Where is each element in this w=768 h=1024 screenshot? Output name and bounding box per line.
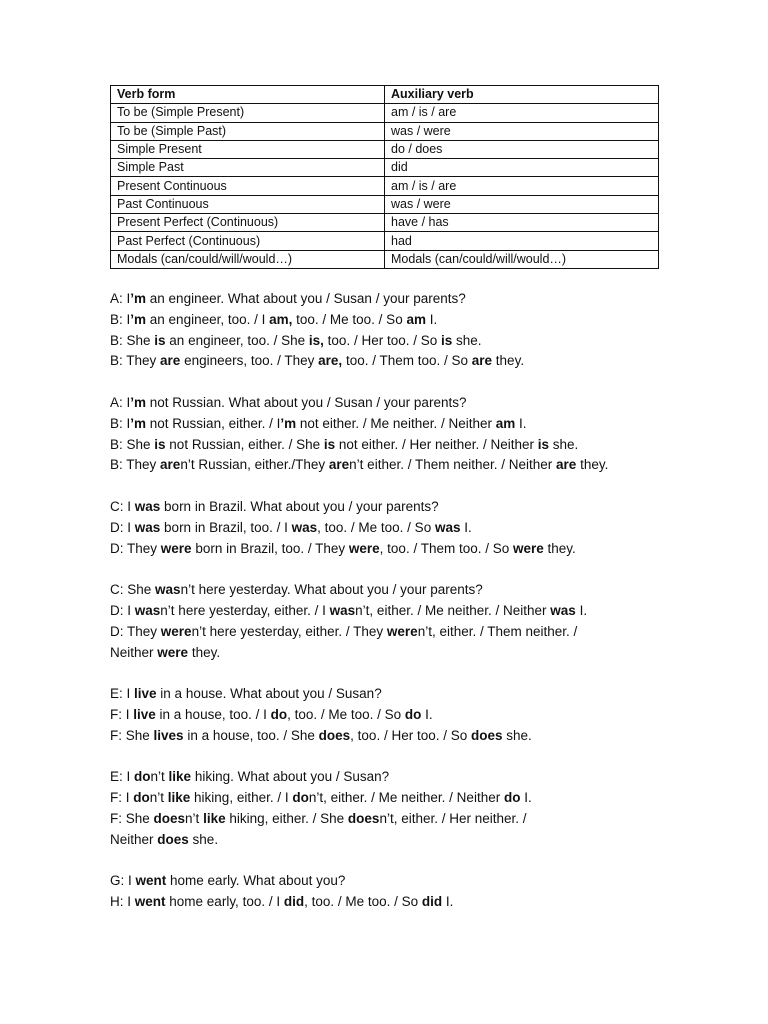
table-row bbox=[111, 232, 659, 250]
auxiliary-highlight: do bbox=[270, 706, 288, 722]
dialogue-line bbox=[110, 331, 670, 352]
dialogue-text: Neither bbox=[110, 644, 158, 660]
auxiliary-highlight: live bbox=[134, 686, 157, 702]
dialogue-text: A: I bbox=[110, 394, 131, 410]
auxiliary-highlight: was bbox=[134, 498, 161, 514]
auxiliary-highlight: ’m bbox=[130, 415, 147, 431]
verb-form-cell: Simple Past bbox=[111, 159, 385, 177]
verb-form-cell: Past Perfect (Continuous) bbox=[111, 232, 385, 250]
auxiliary-verb-cell: am / is / are bbox=[385, 104, 659, 122]
auxiliary-highlight: are bbox=[160, 353, 181, 369]
dialogue-line bbox=[110, 580, 670, 601]
dialogue-text: they. bbox=[576, 457, 609, 473]
dialogue-text: not either. / Me neither. / Neither bbox=[296, 415, 496, 431]
dialogue-text: hiking, either. / I bbox=[190, 790, 293, 806]
dialogue-text: in a house, too. / She bbox=[183, 727, 319, 743]
dialogue-text: too. / Me too. / So bbox=[292, 311, 407, 327]
dialogue-text: G: I bbox=[110, 873, 136, 889]
auxiliary-verb-cell: was / were bbox=[385, 195, 659, 213]
dialogue-text: F: She bbox=[110, 810, 154, 826]
auxiliary-highlight: like bbox=[167, 790, 191, 806]
dialogue-text: , too. / Them too. / So bbox=[379, 540, 513, 556]
dialogue-text: born in Brazil. What about you / your parents? bbox=[160, 498, 439, 514]
dialogue-text: , too. / Me too. / So bbox=[287, 706, 405, 722]
dialogue-text: Neither bbox=[110, 831, 158, 847]
verb-form-cell: Modals (can/could/will/would…) bbox=[111, 250, 385, 268]
auxiliary-highlight: lives bbox=[153, 727, 184, 743]
dialogue-text: an engineer. What about you / Susan / your parents? bbox=[146, 291, 466, 306]
dialogue-text: home early. What about you? bbox=[166, 873, 346, 889]
dialogue-text: n’t either. / Them neither. / Neither bbox=[349, 457, 557, 473]
table-header bbox=[111, 86, 659, 104]
dialogue-block bbox=[110, 497, 670, 559]
auxiliary-highlight: is bbox=[154, 332, 166, 348]
dialogue-text: B: She bbox=[110, 436, 155, 452]
auxiliary-highlight: do bbox=[503, 790, 521, 806]
dialogue-text: n’t here yesterday, either. / They bbox=[191, 623, 387, 639]
dialogue-text: F: I bbox=[110, 706, 134, 722]
dialogue-text: home early, too. / I bbox=[165, 894, 284, 910]
auxiliary-highlight: does bbox=[153, 810, 186, 826]
dialogue-line bbox=[110, 871, 670, 892]
table-row bbox=[111, 250, 659, 268]
auxiliary-highlight: do bbox=[404, 706, 422, 722]
auxiliary-highlight: am, bbox=[269, 311, 293, 327]
dialogue-block bbox=[110, 289, 670, 372]
table-body bbox=[111, 104, 659, 269]
dialogue-text: too. / Her too. / So bbox=[323, 332, 441, 348]
dialogue-text: hiking. What about you / Susan? bbox=[191, 769, 390, 785]
dialogue-text: not Russian, either. / I bbox=[146, 415, 281, 431]
dialogue-text: n’t, either. / Them neither. / bbox=[417, 623, 578, 639]
dialogue-text: n’t, either. / Me neither. / Neither bbox=[355, 602, 551, 618]
auxiliary-highlight: ’m bbox=[280, 415, 297, 431]
auxiliary-highlight: is bbox=[440, 332, 453, 348]
dialogue-text: born in Brazil, too. / They bbox=[191, 540, 349, 556]
dialogue-line bbox=[110, 643, 670, 664]
dialogue-text: I. bbox=[460, 519, 472, 535]
auxiliary-verb-table bbox=[110, 85, 659, 269]
dialogue-text: , too. / Her too. / So bbox=[350, 727, 471, 743]
dialogue-text: they. bbox=[188, 644, 221, 660]
dialogue-line bbox=[110, 351, 670, 372]
dialogue-text: an engineer, too. / She bbox=[165, 332, 309, 348]
auxiliary-highlight: went bbox=[135, 873, 167, 889]
dialogue-text: she. bbox=[188, 831, 219, 847]
dialogue-line bbox=[110, 767, 670, 788]
auxiliary-highlight: was bbox=[155, 582, 181, 598]
header-auxiliary-verb: Auxiliary verb bbox=[385, 86, 659, 104]
dialogue-text: , too. / Me too. / So bbox=[304, 894, 422, 910]
dialogue-line bbox=[110, 830, 670, 851]
table-row bbox=[111, 195, 659, 213]
auxiliary-verb-cell: had bbox=[385, 232, 659, 250]
dialogue-line bbox=[110, 684, 670, 705]
dialogue-line bbox=[110, 601, 670, 622]
auxiliary-highlight: was bbox=[329, 602, 356, 618]
dialogue-text: n’t, either. / Her neither. / bbox=[379, 810, 527, 826]
dialogue-text: they. bbox=[543, 540, 576, 556]
dialogue-text: n’t here yesterday. What about you / your parents? bbox=[180, 582, 483, 598]
dialogue-text: F: I bbox=[110, 790, 134, 806]
auxiliary-highlight: are bbox=[471, 353, 493, 369]
dialogue-text: n’t Russian, either./They bbox=[180, 457, 329, 473]
auxiliary-highlight: were bbox=[157, 644, 189, 660]
auxiliary-highlight: was bbox=[550, 602, 576, 618]
dialogue-text: D: They bbox=[110, 540, 161, 556]
dialogue-text: not Russian. What about you / Susan / your parents? bbox=[146, 394, 467, 410]
dialogue-text: C: I bbox=[110, 498, 135, 514]
dialogue-text: she. bbox=[502, 727, 532, 743]
table-row bbox=[111, 177, 659, 195]
dialogue-text: I. bbox=[515, 415, 527, 431]
auxiliary-highlight: ’m bbox=[130, 291, 147, 306]
dialogue-block bbox=[110, 684, 670, 746]
dialogue-text: n’t here yesterday, either. / I bbox=[160, 602, 330, 618]
verb-form-cell: Present Continuous bbox=[111, 177, 385, 195]
auxiliary-highlight: is bbox=[323, 436, 336, 452]
auxiliary-verb-cell: am / is / are bbox=[385, 177, 659, 195]
dialogue-text: C: She bbox=[110, 582, 156, 598]
auxiliary-highlight: do bbox=[292, 790, 309, 806]
table-row bbox=[111, 104, 659, 122]
dialogue-line bbox=[110, 414, 670, 435]
dialogue-text: n’t, either. / Me neither. / Neither bbox=[308, 790, 504, 806]
dialogue-line bbox=[110, 809, 670, 830]
auxiliary-highlight: does bbox=[318, 727, 351, 743]
dialogue-line bbox=[110, 518, 670, 539]
dialogue-text: I. bbox=[520, 790, 532, 806]
auxiliary-highlight: was bbox=[134, 602, 161, 618]
dialogue-text: H: I bbox=[110, 894, 135, 910]
dialogue-text: engineers, too. / They bbox=[180, 353, 319, 369]
dialogue-line bbox=[110, 435, 670, 456]
auxiliary-highlight: is bbox=[537, 436, 550, 452]
dialogue-line bbox=[110, 393, 670, 414]
auxiliary-verb-cell: do / does bbox=[385, 140, 659, 158]
auxiliary-highlight: do bbox=[133, 790, 150, 806]
dialogue-text: n’t bbox=[150, 769, 169, 785]
verb-form-cell: To be (Simple Past) bbox=[111, 122, 385, 140]
dialogue-text: B: She bbox=[110, 332, 155, 348]
dialogue-line bbox=[110, 455, 670, 476]
auxiliary-highlight: did bbox=[421, 894, 443, 910]
table-row bbox=[111, 159, 659, 177]
auxiliary-highlight: are bbox=[328, 457, 350, 473]
dialogue-text: not Russian, either. / She bbox=[165, 436, 324, 452]
dialogue-text: she. bbox=[452, 332, 482, 348]
dialogue-line bbox=[110, 705, 670, 726]
auxiliary-highlight: do bbox=[134, 769, 151, 785]
auxiliary-verb-cell: was / were bbox=[385, 122, 659, 140]
dialogue-text: not either. / Her neither. / Neither bbox=[335, 436, 538, 452]
dialogue-text: B: I bbox=[110, 415, 131, 431]
verb-form-cell: Past Continuous bbox=[111, 195, 385, 213]
auxiliary-highlight: were bbox=[160, 623, 192, 639]
auxiliary-highlight: is, bbox=[308, 332, 324, 348]
dialogue-text: I. bbox=[442, 894, 454, 910]
auxiliary-highlight: were bbox=[160, 540, 192, 556]
auxiliary-highlight: does bbox=[470, 727, 503, 743]
dialogue-line bbox=[110, 788, 670, 809]
dialogue-text: she. bbox=[549, 436, 579, 452]
verb-form-cell: Present Perfect (Continuous) bbox=[111, 214, 385, 232]
dialogue-block bbox=[110, 580, 670, 663]
auxiliary-highlight: is bbox=[154, 436, 166, 452]
auxiliary-highlight: were bbox=[348, 540, 380, 556]
auxiliary-highlight: live bbox=[133, 706, 156, 722]
auxiliary-verb-cell: have / has bbox=[385, 214, 659, 232]
table-header-row bbox=[111, 86, 659, 104]
dialogue-block bbox=[110, 871, 670, 913]
auxiliary-highlight: was bbox=[134, 519, 161, 535]
header-verb-form: Verb form bbox=[111, 86, 385, 104]
auxiliary-verb-cell: Modals (can/could/will/would…) bbox=[385, 250, 659, 268]
dialogue-text: in a house. What about you / Susan? bbox=[156, 686, 382, 702]
auxiliary-highlight: does bbox=[347, 810, 380, 826]
dialogue-block bbox=[110, 767, 670, 850]
dialogue-text: F: She bbox=[110, 727, 154, 743]
table-row bbox=[111, 140, 659, 158]
auxiliary-highlight: went bbox=[134, 894, 166, 910]
auxiliary-highlight: like bbox=[203, 810, 226, 826]
auxiliary-highlight: did bbox=[283, 894, 305, 910]
auxiliary-highlight: ’m bbox=[130, 394, 147, 410]
dialogue-text: an engineer, too. / I bbox=[146, 311, 270, 327]
dialogue-text: D: They bbox=[110, 623, 161, 639]
table-row bbox=[111, 122, 659, 140]
dialogue-text: n’t bbox=[185, 810, 204, 826]
dialogue-text: B: I bbox=[110, 311, 131, 327]
auxiliary-highlight: was bbox=[434, 519, 461, 535]
dialogue-line bbox=[110, 497, 670, 518]
dialogue-line bbox=[110, 726, 670, 747]
auxiliary-verb-cell: did bbox=[385, 159, 659, 177]
auxiliary-highlight: like bbox=[168, 769, 192, 785]
dialogue-text: , too. / Me too. / So bbox=[317, 519, 435, 535]
dialogue-text: too. / Them too. / So bbox=[342, 353, 472, 369]
dialogue-text: I. bbox=[421, 706, 433, 722]
dialogue-text: A: I bbox=[110, 291, 131, 306]
dialogue-text: hiking, either. / She bbox=[225, 810, 348, 826]
auxiliary-highlight: does bbox=[157, 831, 189, 847]
auxiliary-highlight: were bbox=[386, 623, 418, 639]
verb-form-cell: Simple Present bbox=[111, 140, 385, 158]
dialogue-line bbox=[110, 310, 670, 331]
dialogue-line bbox=[110, 892, 670, 913]
dialogue-text: I. bbox=[575, 602, 588, 618]
verb-form-cell: To be (Simple Present) bbox=[111, 104, 385, 122]
dialogue-text: D: I bbox=[110, 519, 135, 535]
dialogue-block bbox=[110, 393, 670, 476]
dialogue-text: born in Brazil, too. / I bbox=[160, 519, 292, 535]
dialogue-text: B: They bbox=[110, 457, 161, 473]
dialogue-text: D: I bbox=[110, 602, 135, 618]
auxiliary-highlight: am bbox=[406, 311, 426, 327]
dialogue-line bbox=[110, 289, 670, 310]
table-row bbox=[111, 214, 659, 232]
dialogue-text: n’t bbox=[149, 790, 168, 806]
auxiliary-highlight: are, bbox=[318, 353, 343, 369]
dialogue-text: I. bbox=[425, 311, 438, 327]
auxiliary-highlight: are bbox=[556, 457, 577, 473]
dialogue-text: they. bbox=[492, 353, 525, 369]
dialogue-examples bbox=[110, 289, 670, 934]
dialogue-text: E: I bbox=[110, 769, 135, 785]
dialogue-line bbox=[110, 622, 670, 643]
auxiliary-highlight: are bbox=[160, 457, 181, 473]
dialogue-text: E: I bbox=[110, 686, 135, 702]
auxiliary-highlight: was bbox=[291, 519, 318, 535]
auxiliary-highlight: am bbox=[495, 415, 516, 431]
auxiliary-highlight: were bbox=[513, 540, 544, 556]
dialogue-line bbox=[110, 539, 670, 560]
dialogue-text: in a house, too. / I bbox=[155, 706, 271, 722]
dialogue-text: B: They bbox=[110, 353, 161, 369]
auxiliary-highlight: ’m bbox=[130, 311, 147, 327]
